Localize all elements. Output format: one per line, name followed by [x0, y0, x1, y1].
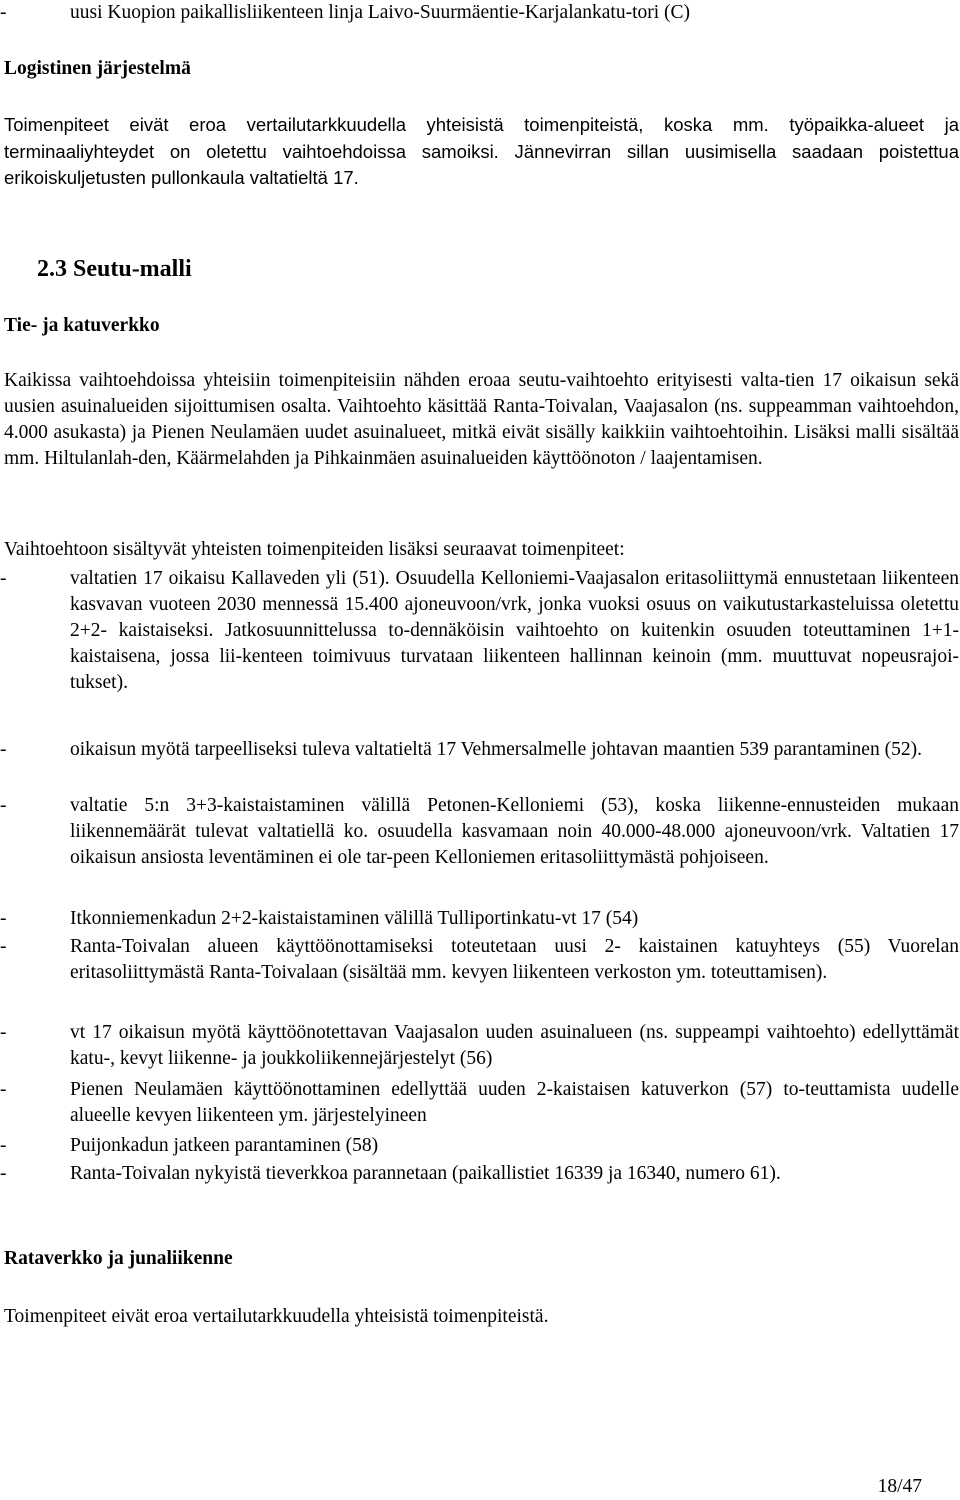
list-item — [0, 1161, 959, 1187]
bullet-text: Ranta-Toivalan alueen käyttöönottamiseksi toteutetaan uusi 2- kaistainen katuyhteys (55) Vuorelan eritasoliittymästä Ranta-Toivalaan (sisältää mm. kevyen liikenteen verkoston ym. toteuttamisen). — [70, 936, 959, 983]
bullet-dash: - — [0, 1163, 7, 1184]
bullet-dash: - — [0, 908, 7, 929]
bullet-text: valtatien 17 oikaisu Kallaveden yli (51). Osuudella Kelloniemi-Vaajasalon eritasoliittymä ennustetaan liikenteen kasvavan vuoteen 2030 mennessä 15.400 ajoneuvoon/vrk, jonka vuoksi osuus on vaikutustarkasteluissa oletettu 2+2- kaistaiseksi. Jatkosuunnittelussa to-dennäköisin vaihtoehto on kuitenkin osuuden toteuttaminen 1+1- kaistaisena, jossa lii-kenteen toimivuus turvataan liikenteen hallinnan keinoin (mm. muuttuvat nopeusrajoi-tukset). — [70, 568, 959, 693]
page-number: 18/47 — [877, 1476, 922, 1497]
tieverkko-heading: Tie- ja katuverkko — [4, 315, 160, 336]
bullet-text: Puijonkadun jatkeen parantaminen (58) — [70, 1135, 379, 1156]
bullet-dash: - — [0, 1022, 7, 1043]
list-item — [0, 1077, 959, 1129]
bullet-dash: - — [0, 568, 7, 589]
bullet-dash: - — [0, 739, 7, 760]
bullet-dash: - — [0, 1079, 7, 1100]
logistinen-paragraph: Toimenpiteet eivät eroa vertailutarkkuudella yhteisistä toimenpiteistä, koska mm. työpaikka-alueet ja terminaaliyhteydet on oletettu vaihtoehdoissa samoiksi. Jännevirran sillan uusimisella saadaan poistettua erikoiskuljetusten pullonkaula valtatieltä 17. — [4, 114, 959, 188]
tieverkko-intro: Vaihtoehtoon sisältyvät yhteisten toimenpiteiden lisäksi seuraavat toimenpiteet: — [4, 539, 625, 560]
bullet-text: oikaisun myötä tarpeelliseksi tuleva valtatieltä 17 Vehmersalmelle johtavan maantien 539 parantaminen (52). — [70, 739, 922, 760]
bullet-text: Itkonniemenkadun 2+2-kaistaistaminen välillä Tulliportinkatu-vt 17 (54) — [70, 908, 639, 929]
bullet-text: Ranta-Toivalan nykyistä tieverkkoa parannetaan (paikallistiet 16339 ja 16340, numero 61). — [70, 1163, 781, 1184]
list-item — [0, 737, 959, 763]
bullet-text: Pienen Neulamäen käyttöönottaminen edellyttää uuden 2-kaistaisen katuverkon (57) to-teuttamista uudelle alueelle kevyen liikenteen ym. järjestelyineen — [70, 1079, 959, 1126]
section-title: 2.3 Seutu-malli — [37, 256, 192, 282]
list-item — [0, 1133, 959, 1159]
tieverkko-paragraph: Kaikissa vaihtoehdoissa yhteisiin toimenpiteisiin nähden eroaa seutu-vaihtoehto erityisesti valta-tien 17 oikaisun sekä uusien asuinalueiden sijoittumisen osalta. Vaihtoehto käsittää Ranta-Toivalan, Vaajasalon (ns. suppeamman vaihtoehdon, 4.000 asukasta) ja Pienen Neulamäen uudet asuinalueet, mitkä eivät sisälly kaikkiin vaihtoehtoihin. Lisäksi malli sisältää mm. Hiltulanlah-den, Käärmelahden ja Pihkainmäen asuinalueiden käyttöönoton / laajentamisen. — [4, 370, 959, 469]
list-item — [0, 934, 959, 986]
bullet-text: valtatie 5:n 3+3-kaistaistaminen välillä Petonen-Kelloniemi (53), koska liikenne-ennusteiden mukaan liikennemäärät tulevat valtatiellä ko. osuudella kasvamaan noin 40.000-48.000 ajoneuvoon/vrk. Valtatien 17 oikaisun ansiosta leventäminen ei ole tar-peen Kelloniemen eritasoliittymästä pohjoiseen. — [70, 795, 959, 868]
logistinen-heading: Logistinen järjestelmä — [4, 58, 191, 79]
bullet-dash: - — [0, 936, 7, 957]
bullet-text: vt 17 oikaisun myötä käyttöönotettavan Vaajasalon uuden asuinalueen (ns. suppeampi vaihtoehto) edellyttämät katu-, kevyt liikenne- ja joukkoliikennejärjestelyt (56) — [70, 1022, 959, 1069]
rataverkko-paragraph: Toimenpiteet eivät eroa vertailutarkkuudella yhteisistä toimenpiteistä. — [4, 1306, 549, 1327]
list-item — [0, 906, 959, 932]
top-bullet-item — [0, 0, 959, 26]
bullet-dash: - — [0, 795, 7, 816]
list-item — [0, 566, 959, 696]
list-item — [0, 793, 959, 871]
list-item — [0, 1020, 959, 1072]
bullet-text: uusi Kuopion paikallisliikenteen linja Laivo-Suurmäentie-Karjalankatu-tori (C) — [70, 2, 691, 23]
rataverkko-heading: Rataverkko ja junaliikenne — [4, 1248, 233, 1269]
bullet-dash: - — [0, 2, 7, 23]
bullet-dash: - — [0, 1135, 7, 1156]
